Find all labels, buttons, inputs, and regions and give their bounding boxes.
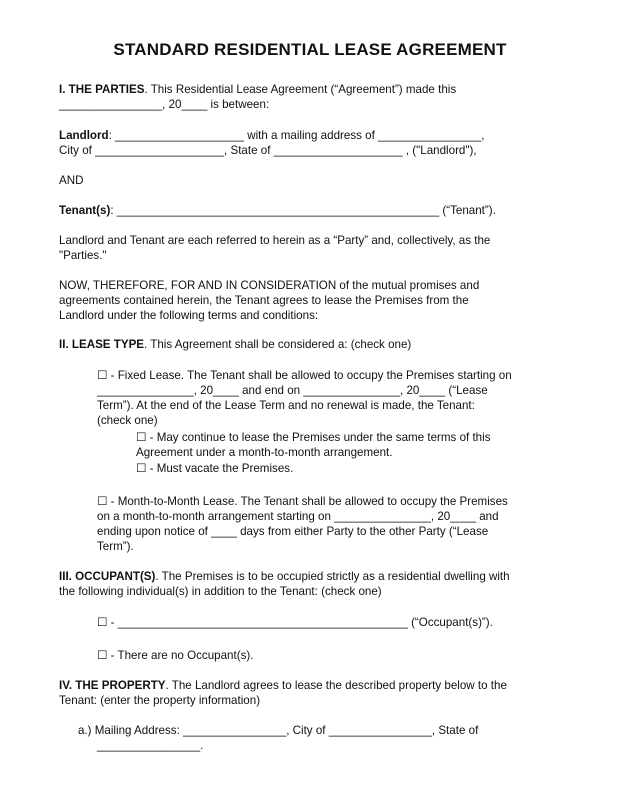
monthly-line-2: on a month-to-month arrangement starting on _______________, 20____ and	[97, 510, 499, 523]
mailing-address-line-2: ________________.	[97, 739, 204, 752]
tenant-line	[59, 203, 569, 218]
monthly-line-4: Term”).	[97, 540, 134, 553]
tenant-section	[59, 203, 569, 218]
occupants-line-2: the following individual(s) in addition to the Tenant: (check one)	[59, 585, 382, 598]
fixed-lease-line-1: ☐ - Fixed Lease. The Tenant shall be allowed to occupy the Premises starting on	[97, 369, 512, 382]
consideration-line-2: agreements contained herein, the Tenant agrees to lease the Premises from the	[59, 294, 469, 307]
named-occupants-line: ☐ - _____________________________________________ (“Occupant(s)”).	[97, 616, 493, 629]
occupants-heading: III. OCCUPANT(S)	[59, 570, 156, 583]
fixed-lease-line-4: (check one)	[97, 414, 158, 427]
and-text: AND	[59, 174, 84, 187]
fixed-lease-line-3: Term”). At the end of the Lease Term and no renewal is made, the Tenant:	[97, 399, 475, 412]
monthly-line-1: ☐ - Month-to-Month Lease. The Tenant shall be allowed to occupy the Premises	[97, 495, 508, 508]
consideration-clause	[59, 278, 569, 323]
month-to-month-option[interactable]	[97, 494, 559, 554]
property-intro: . The Landlord agrees to lease the described property below to the	[165, 679, 507, 692]
landlord-label: Landlord	[59, 129, 109, 142]
occupants-section	[59, 569, 569, 599]
vacate-option-line: ☐ - Must vacate the Premises.	[136, 462, 294, 475]
party-definition-line-2: "Parties."	[59, 249, 107, 262]
consideration-line-3: Landlord under the following terms and conditions:	[59, 309, 319, 322]
property-section	[59, 678, 569, 708]
monthly-line-3: ending upon notice of ____ days from either Party to the other Party (“Lease	[97, 525, 489, 538]
occupants-line-1	[59, 569, 569, 584]
party-definition	[59, 233, 569, 263]
landlord-city-state-line: City of ____________________, State of ____________________ , ("Landlord"),	[59, 144, 477, 157]
mailing-address-item	[78, 723, 558, 753]
no-occupants-line: ☐ - There are no Occupant(s).	[97, 649, 254, 662]
fixed-lease-line-2: _______________, 20____ and end on _______________, 20____ (“Lease	[97, 384, 488, 397]
lease-type-heading-line	[59, 337, 569, 352]
parties-intro: . This Residential Lease Agreement (“Agreement”) made this	[144, 83, 457, 96]
mailing-address-line-1: a.) Mailing Address: ________________, City of ________________, State of	[78, 724, 479, 737]
parties-line-1	[59, 82, 569, 97]
landlord-address-blank: : ____________________ with a mailing address of ________________,	[108, 129, 485, 142]
party-definition-line-1: Landlord and Tenant are each referred to herein as a “Party” and, collectively, as the	[59, 234, 491, 247]
no-occupants-option[interactable]	[97, 648, 559, 663]
parties-heading: I. THE PARTIES	[59, 83, 145, 96]
vacate-premises-option[interactable]	[136, 461, 556, 476]
property-line-1	[59, 678, 569, 693]
continue-option-line-2: Agreement under a month-to-month arrangement.	[136, 446, 393, 459]
tenant-label: Tenant(s)	[59, 204, 111, 217]
property-line-2: Tenant: (enter the property information)	[59, 694, 261, 707]
fixed-lease-option[interactable]	[97, 368, 559, 428]
lease-type-heading: II. LEASE TYPE	[59, 338, 145, 351]
named-occupants-option[interactable]	[97, 615, 559, 630]
document-title: STANDARD RESIDENTIAL LEASE AGREEMENT	[113, 40, 507, 59]
continue-option-line-1: ☐ - May continue to lease the Premises under the same terms of this	[136, 431, 491, 444]
lease-type-intro: . This Agreement shall be considered a: (check one)	[144, 338, 412, 351]
property-heading: IV. THE PROPERTY	[59, 679, 166, 692]
tenant-name-blank: : __________________________________________________ (“Tenant”).	[110, 204, 496, 217]
landlord-section	[59, 128, 569, 158]
continue-lease-option[interactable]	[136, 430, 556, 460]
landlord-line-1	[59, 128, 569, 143]
parties-date-line: ________________, 20____ is between:	[59, 98, 270, 111]
consideration-line-1: NOW, THEREFORE, FOR AND IN CONSIDERATION of the mutual promises and	[59, 279, 480, 292]
occupants-intro: . The Premises is to be occupied strictly as a residential dwelling with	[155, 570, 510, 583]
parties-section	[59, 82, 569, 112]
